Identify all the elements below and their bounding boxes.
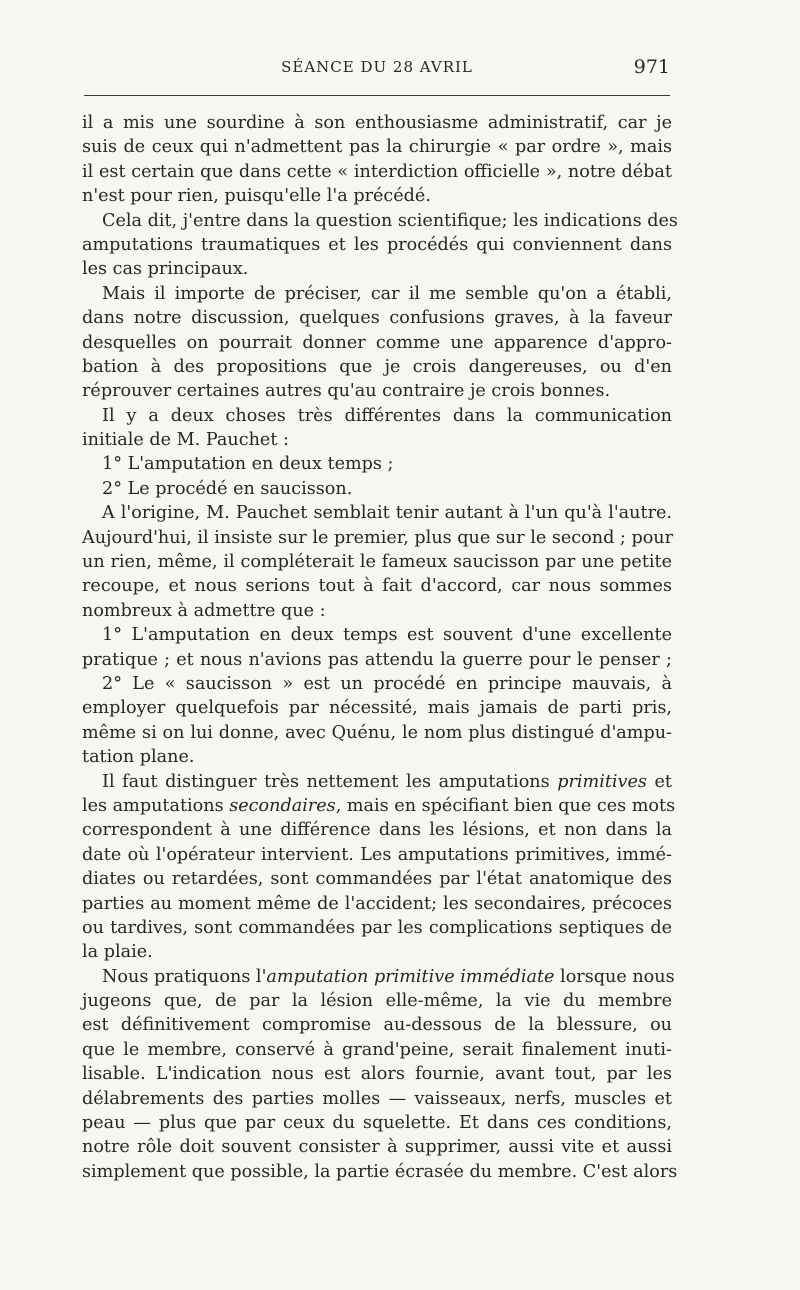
text-line: Il faut distinguer très nettement les amputations primitives et xyxy=(102,771,672,792)
italic-term: secondaires xyxy=(229,795,336,816)
italic-term: primitives xyxy=(557,771,647,792)
text-line: délabrements des parties molles — vaisseaux, nerfs, muscles et xyxy=(82,1088,672,1109)
text-line: initiale de M. Pauchet : xyxy=(82,430,289,451)
text-line: suis de ceux qui n'admettent pas la chirurgie « par ordre », mais xyxy=(82,137,672,158)
text-line: 1° L'amputation en deux temps est souvent d'une excellente xyxy=(102,625,672,646)
text-line: desquelles on pourrait donner comme une apparence d'appro- xyxy=(82,332,672,353)
text-line: jugeons que, de par la lésion elle-même, la vie du membre xyxy=(82,991,672,1012)
text-line: un rien, même, il compléterait le fameux saucisson par une petite xyxy=(82,552,672,573)
text-line: Aujourd'hui, il insiste sur le premier, plus que sur le second ; pour xyxy=(82,527,674,548)
text-line: amputations traumatiques et les procédés qui conviennent dans xyxy=(82,234,672,255)
text-line: bation à des propositions que je crois dangereuses, ou d'en xyxy=(82,356,672,377)
text-line: diates ou retardées, sont commandées par l'état anatomique des xyxy=(82,869,672,890)
text-line: notre rôle doit souvent consister à supprimer, aussi vite et aussi xyxy=(82,1137,672,1158)
body-text xyxy=(82,111,678,1184)
text-line: Nous pratiquons l'amputation primitive immédiate lorsque nous xyxy=(102,966,675,987)
text-line: il est certain que dans cette « interdiction officielle », notre débat xyxy=(82,161,672,182)
text-line: Cela dit, j'entre dans la question scientifique; les indications des xyxy=(102,210,678,231)
page-number: 971 xyxy=(633,56,670,78)
text-line: parties au moment même de l'accident; les secondaires, précoces xyxy=(82,893,672,914)
text-line: que le membre, conservé à grand'peine, serait finalement inuti- xyxy=(82,1039,672,1060)
text-line: dans notre discussion, quelques confusions graves, à la faveur xyxy=(82,308,672,329)
text-line: n'est pour rien, puisqu'elle l'a précédé. xyxy=(82,186,431,207)
text-line: employer quelquefois par nécessité, mais jamais de parti pris, xyxy=(82,698,672,719)
text-line: Il y a deux choses très différentes dans la communication xyxy=(102,405,672,426)
text-line: 2° Le procédé en saucisson. xyxy=(102,478,353,499)
running-title: SÉANCE DU 28 AVRIL xyxy=(281,58,473,76)
text-line: nombreux à admettre que : xyxy=(82,600,326,621)
text-line: peau — plus que par ceux du squelette. Et dans ces conditions, xyxy=(82,1113,672,1134)
text-line: même si on lui donne, avec Quénu, le nom plus distingué d'ampu- xyxy=(82,722,672,743)
text-line: pratique ; et nous n'avions pas attendu la guerre pour le penser ; xyxy=(82,649,672,670)
text-line: date où l'opérateur intervient. Les amputations primitives, immé- xyxy=(82,844,672,865)
text-line: recoupe, et nous serions tout à fait d'accord, car nous sommes xyxy=(82,576,672,597)
text-line: les amputations secondaires, mais en spécifiant bien que ces mots xyxy=(82,795,676,816)
text-line: lisable. L'indication nous est alors fournie, avant tout, par les xyxy=(82,1064,672,1085)
text-line: simplement que possible, la partie écrasée du membre. C'est alors xyxy=(82,1161,678,1182)
text-line: réprouver certaines autres qu'au contraire je crois bonnes. xyxy=(82,381,611,402)
text-line: 2° Le « saucisson » est un procédé en principe mauvais, à xyxy=(102,673,672,694)
text-line: tation plane. xyxy=(82,747,195,768)
text-line: il a mis une sourdine à son enthousiasme administratif, car je xyxy=(82,113,672,133)
text-line: ou tardives, sont commandées par les complications septiques de xyxy=(82,917,672,938)
text-line: 1° L'amputation en deux temps ; xyxy=(102,454,394,475)
text-line: les cas principaux. xyxy=(82,259,249,280)
header-rule xyxy=(84,95,670,96)
text-line: A l'origine, M. Pauchet semblait tenir autant à l'un qu'à l'autre. xyxy=(102,503,672,524)
text-line: la plaie. xyxy=(82,942,153,963)
italic-term: amputation primitive immédiate xyxy=(266,966,555,987)
text-line: Mais il importe de préciser, car il me semble qu'on a établi, xyxy=(102,283,672,304)
running-header xyxy=(84,56,670,86)
text-line: est définitivement compromise au-dessous de la blessure, ou xyxy=(82,1015,672,1036)
text-line: correspondent à une différence dans les lésions, et non dans la xyxy=(82,820,672,841)
